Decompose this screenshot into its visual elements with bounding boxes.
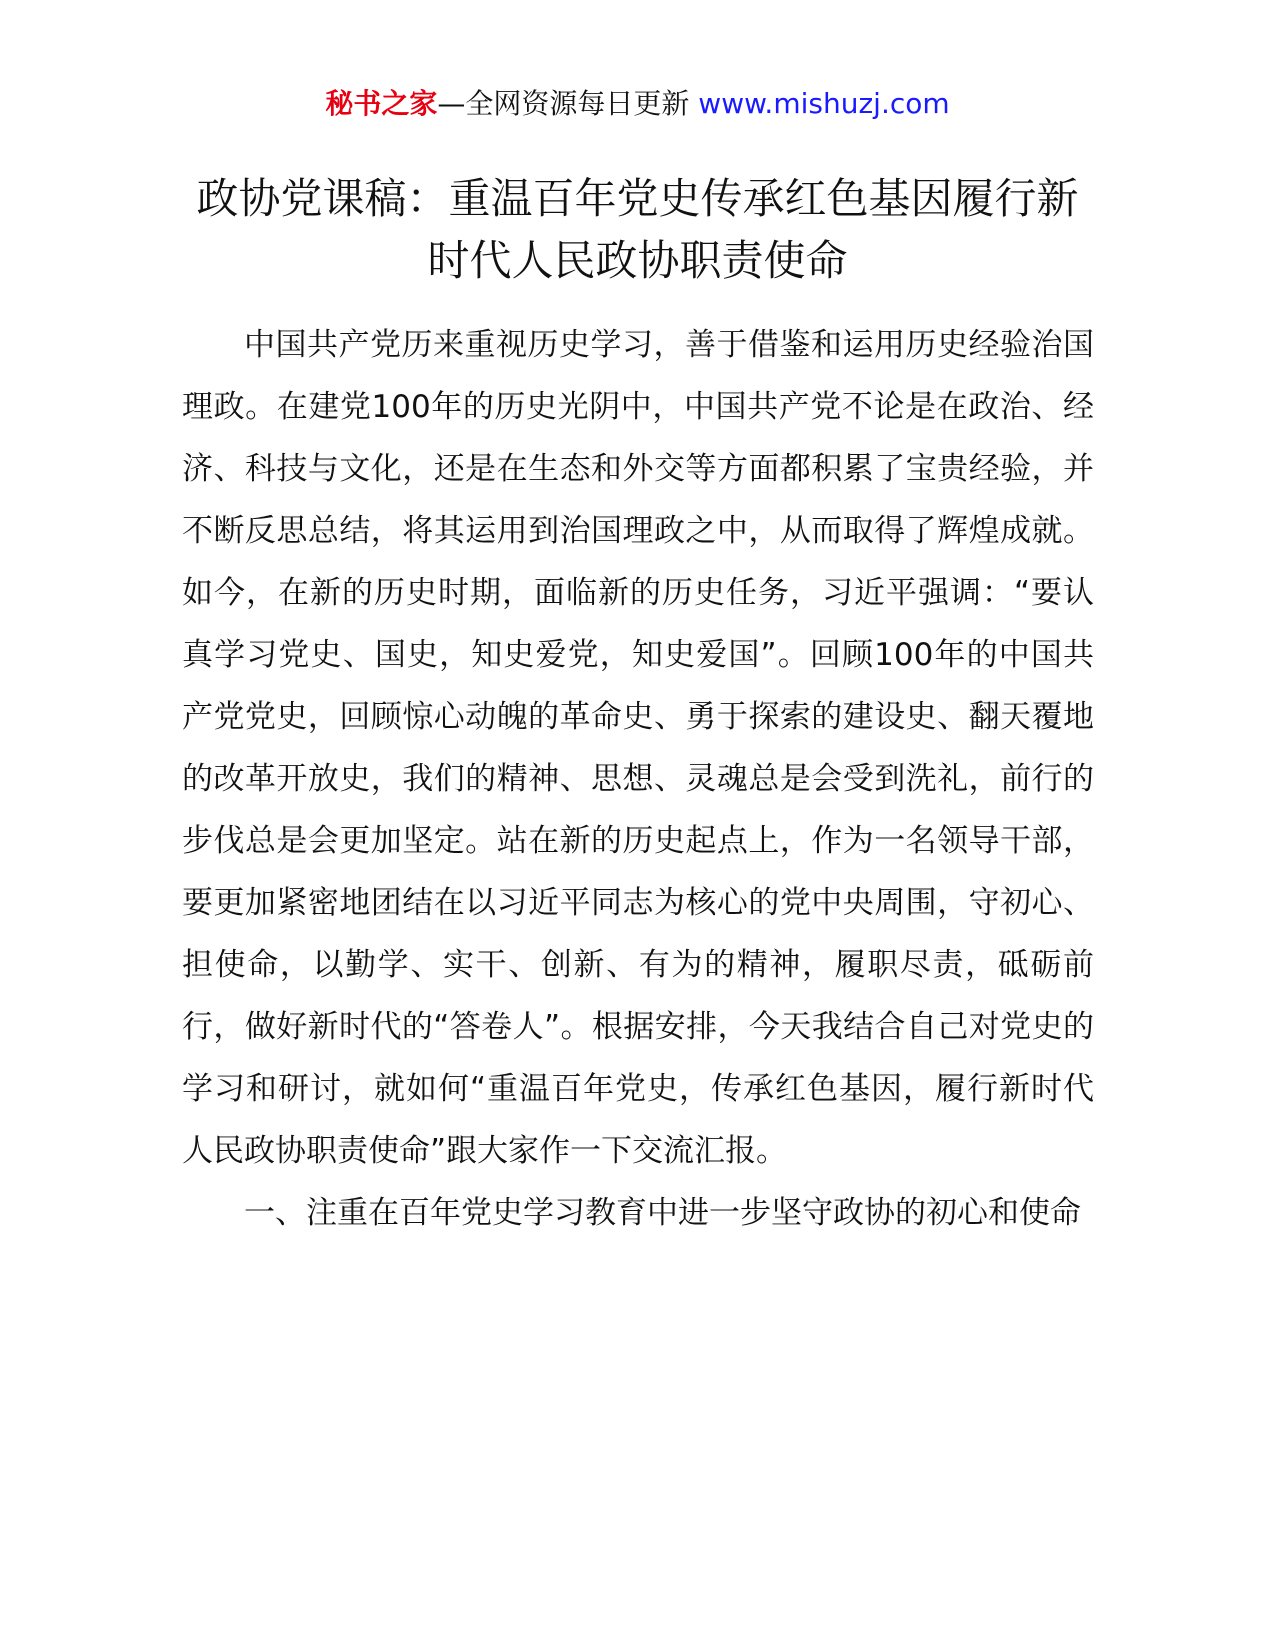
section-heading: 一、注重在百年党史学习教育中进一步坚守政协的初心和使命 <box>244 1195 1081 1231</box>
body-paragraph: 中国共产党历来重视历史学习，善于借鉴和运用历史经验治国理政。在建党100年的历史光阴中，中国共产党不论是在政治、经济、科技与文化，还是在生态和外交等方面都积累了宝贵经验，并不断反思总结，将其运用到治国理政之中，从而取得了辉煌成就。如今，在新的历史时期，面临新的历史任务，习近平强调：“要认真学习党史、国史，知史爱党，知史爱国”。回顾100年的中国共产党党史，回顾惊心动魄的革命史、勇于探索的建设史、翻天覆地的改革开放史，我们的精神、思想、灵魂总是会受到洗礼，前行的步伐总是会更加坚定。站在新的历史起点上，作为一名领导干部，要更加紧密地团结在以习近平同志为核心的党中央周围，守初心、担使命，以勤学、实干、创新、有为的精神，履职尽责，砥砺前行，做好新时代的“答卷人”。根据安排，今天我结合自己对党史的学习和研讨，就如何“重温百年党史，传承红色基因，履行新时代人民政协职责使命”跟大家作一下交流汇报。 <box>182 327 1094 1169</box>
site-tagline: —全网资源每日更新 <box>437 87 690 120</box>
site-header <box>0 82 1275 126</box>
document-title: 政协党课稿：重温百年党史传承红色基因履行新时代人民政协职责使命 <box>196 174 1079 285</box>
site-url-link[interactable]: www.mishuzj.com <box>698 87 950 120</box>
document-body <box>182 314 1094 1244</box>
site-brand: 秘书之家 <box>325 87 438 120</box>
